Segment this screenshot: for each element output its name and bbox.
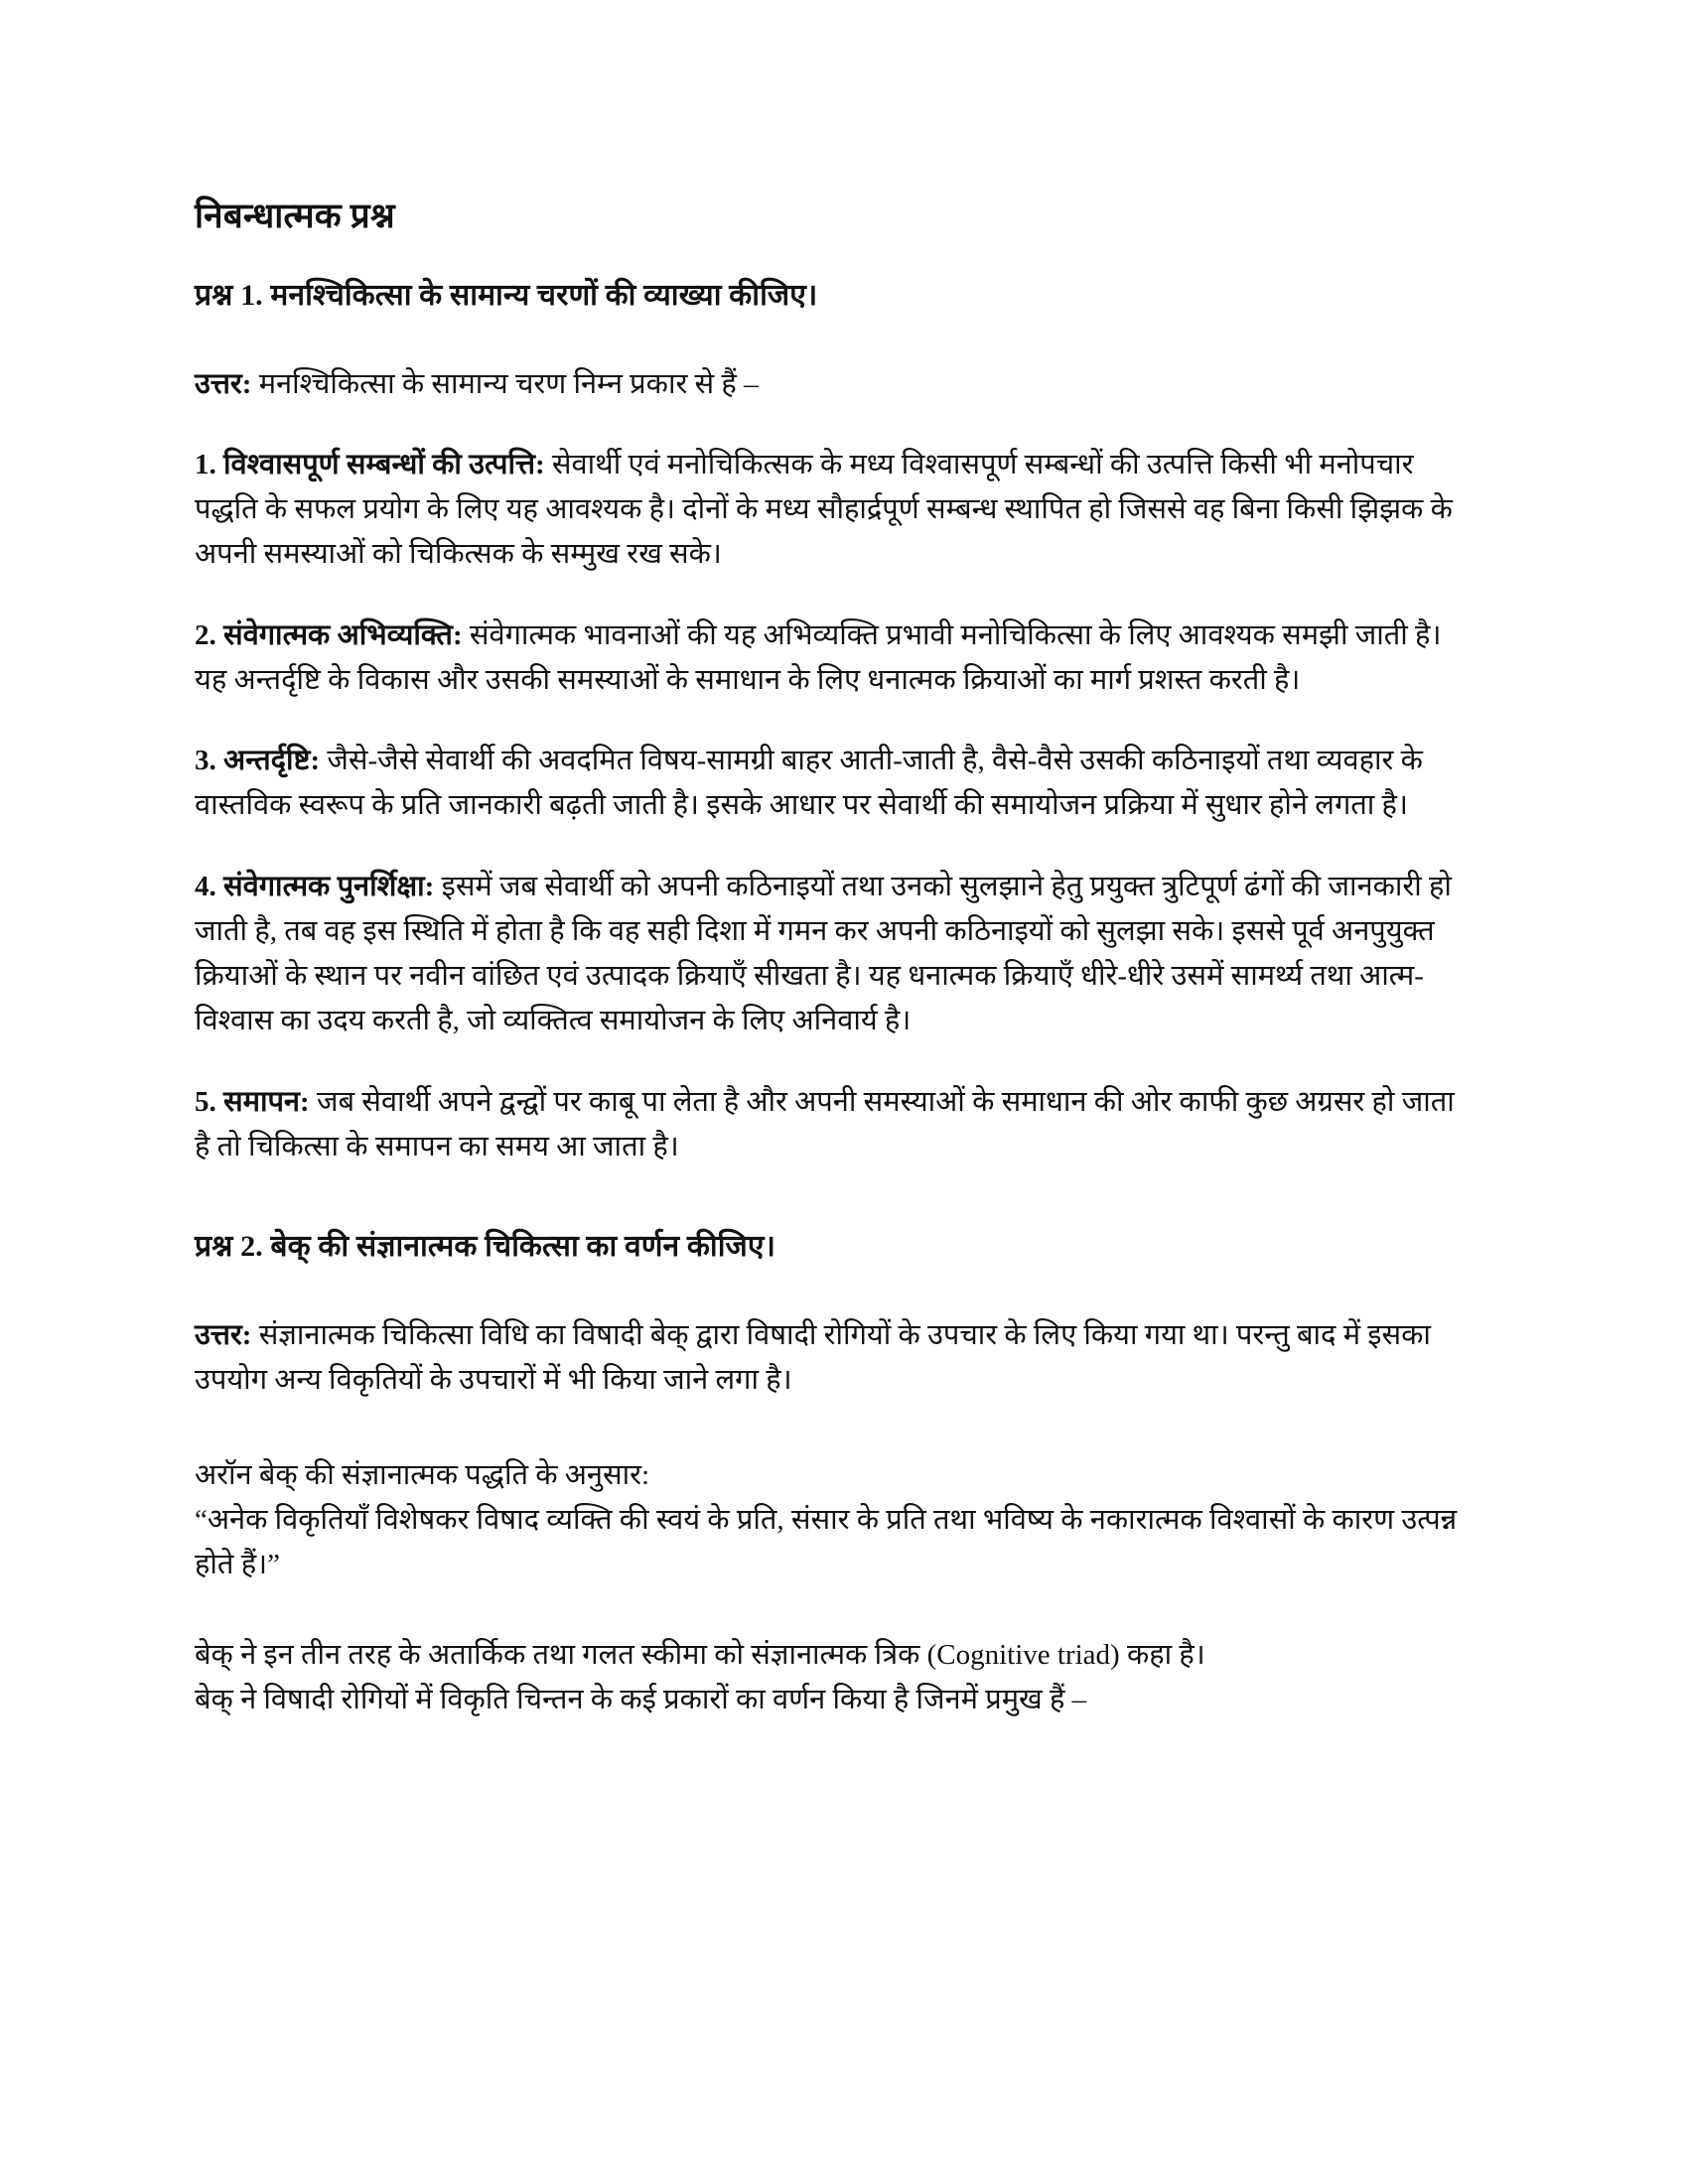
answer-label-2: उत्तर: xyxy=(195,1319,252,1352)
closing-paragraph xyxy=(195,1633,1460,1722)
closing-line-1: बेक् ने इन तीन तरह के अतार्किक तथा गलत स्कीमा को संज्ञानात्मक त्रिक (Cognitive triad) कहा है। xyxy=(195,1639,1205,1672)
answer-point-2-body: संवेगात्मक भावनाओं की यह अभिव्यक्ति प्रभावी मनोचिकित्सा के लिए आवश्यक समझी जाती है। यह अन्तर्दृष्टि के विकास और उसकी समस्याओं के समाधान के लिए धनात्मक क्रियाओं का मार्ग प्रशस्त करती है। xyxy=(195,618,1442,696)
answer-point-1-body: सेवार्थी एवं मनोचिकित्सक के मध्य विश्वासपूर्ण सम्बन्धों की उत्पत्ति किसी भी मनोपचार पद्धति के सफल प्रयोग के लिए यह आवश्यक है। दोनों के मध्य सौहार्द्रपूर्ण सम्बन्ध स्थापित हो जिससे वह बिना किसी झिझक के अपनी समस्याओं को चिकित्सक के सम्मुख रख सके। xyxy=(195,448,1453,571)
answer-intro-text-2: संज्ञानात्मक चिकित्सा विधि का विषादी बेक् द्वारा विषादी रोगियों के उपचार के लिए किया गया था। परन्तु बाद में इसका उपयोग अन्य विकृतियों के उपचारों में भी किया जाने लगा है। xyxy=(195,1319,1431,1397)
answer-point-3-lead: 3. अन्तर्दृष्टि: xyxy=(195,745,321,777)
answer-point-5-lead: 5. समापन: xyxy=(195,1085,310,1118)
answer-point-1-lead: 1. विश्वासपूर्ण सम्बन्धों की उत्पत्ति: xyxy=(195,448,545,480)
question-2-answer-intro xyxy=(195,1313,1460,1403)
answer-point-4 xyxy=(195,865,1460,1044)
question-1-answer-intro xyxy=(195,362,1460,407)
answer-point-5-body: जब सेवार्थी अपने द्वन्द्वों पर काबू पा लेता है और अपनी समस्याओं के समाधान की ओर काफी कुछ अग्रसर हो जाता है तो चिकित्सा के समापन का समय आ जाता है। xyxy=(195,1085,1455,1162)
answer-point-5 xyxy=(195,1080,1460,1169)
beck-quote-text: “अनेक विकृतियाँ विशेषकर विषाद व्यक्ति की स्वयं के प्रति, संसार के प्रति तथा भविष्य के नकारात्मक विश्वासों के कारण उत्पन्न होते हैं।” xyxy=(195,1503,1458,1580)
answer-intro-text-1: मनश्चिकित्सा के सामान्य चरण निम्न प्रकार से हैं – xyxy=(251,367,759,400)
beck-quote-block xyxy=(195,1453,1460,1588)
answer-point-4-body: इसमें जब सेवार्थी को अपनी कठिनाइयों तथा उनको सुलझाने हेतु प्रयुक्त त्रुटिपूर्ण ढंगों की जानकारी हो जाती है, तब वह इस स्थिति में होता है कि वह सही दिशा में गमन कर अपनी कठिनाइयों को सुलझा सके। इससे पूर्व अनपुयुक्त क्रियाओं के स्थान पर नवीन वांछित एवं उत्पादक क्रियाएँ सीखता है। यह धनात्मक क्रियाएँ धीरे-धीरे उसमें सामर्थ्य तथा आत्म-विश्वास का उदय करती है, जो व्यक्तित्व समायोजन के लिए अनिवार्य है। xyxy=(195,870,1452,1037)
question-2-heading: प्रश्न 2. बेक् की संज्ञानात्मक चिकित्सा का वर्णन कीजिए। xyxy=(195,1230,776,1264)
closing-line-2: बेक् ने विषादी रोगियों में विकृति चिन्तन के कई प्रकारों का वर्णन किया है जिनमें प्रमुख हैं – xyxy=(195,1684,1087,1716)
page-title: निबन्धात्मक प्रश्न xyxy=(195,197,395,235)
answer-point-3 xyxy=(195,739,1460,828)
answer-point-4-lead: 4. संवेगात्मक पुनर्शिक्षा: xyxy=(195,870,435,902)
beck-quote-intro: अरॉन बेक् की संज्ञानात्मक पद्धति के अनुसार: xyxy=(195,1458,650,1491)
answer-point-3-body: जैसे-जैसे सेवार्थी की अवदमित विषय-सामग्री बाहर आती-जाती है, वैसे-वैसे उसकी कठिनाइयों तथा व्यवहार के वास्तविक स्वरूप के प्रति जानकारी बढ़ती जाती है। इसके आधार पर सेवार्थी की समायोजन प्रक्रिया में सुधार होने लगता है। xyxy=(195,745,1423,822)
question-1-heading: प्रश्न 1. मनश्चिकित्सा के सामान्य चरणों की व्याख्या कीजिए। xyxy=(195,278,818,312)
answer-point-2-lead: 2. संवेगात्मक अभिव्यक्ति: xyxy=(195,618,463,651)
answer-label-1: उत्तर: xyxy=(195,367,252,400)
answer-point-2 xyxy=(195,614,1460,703)
answer-point-1 xyxy=(195,443,1460,578)
